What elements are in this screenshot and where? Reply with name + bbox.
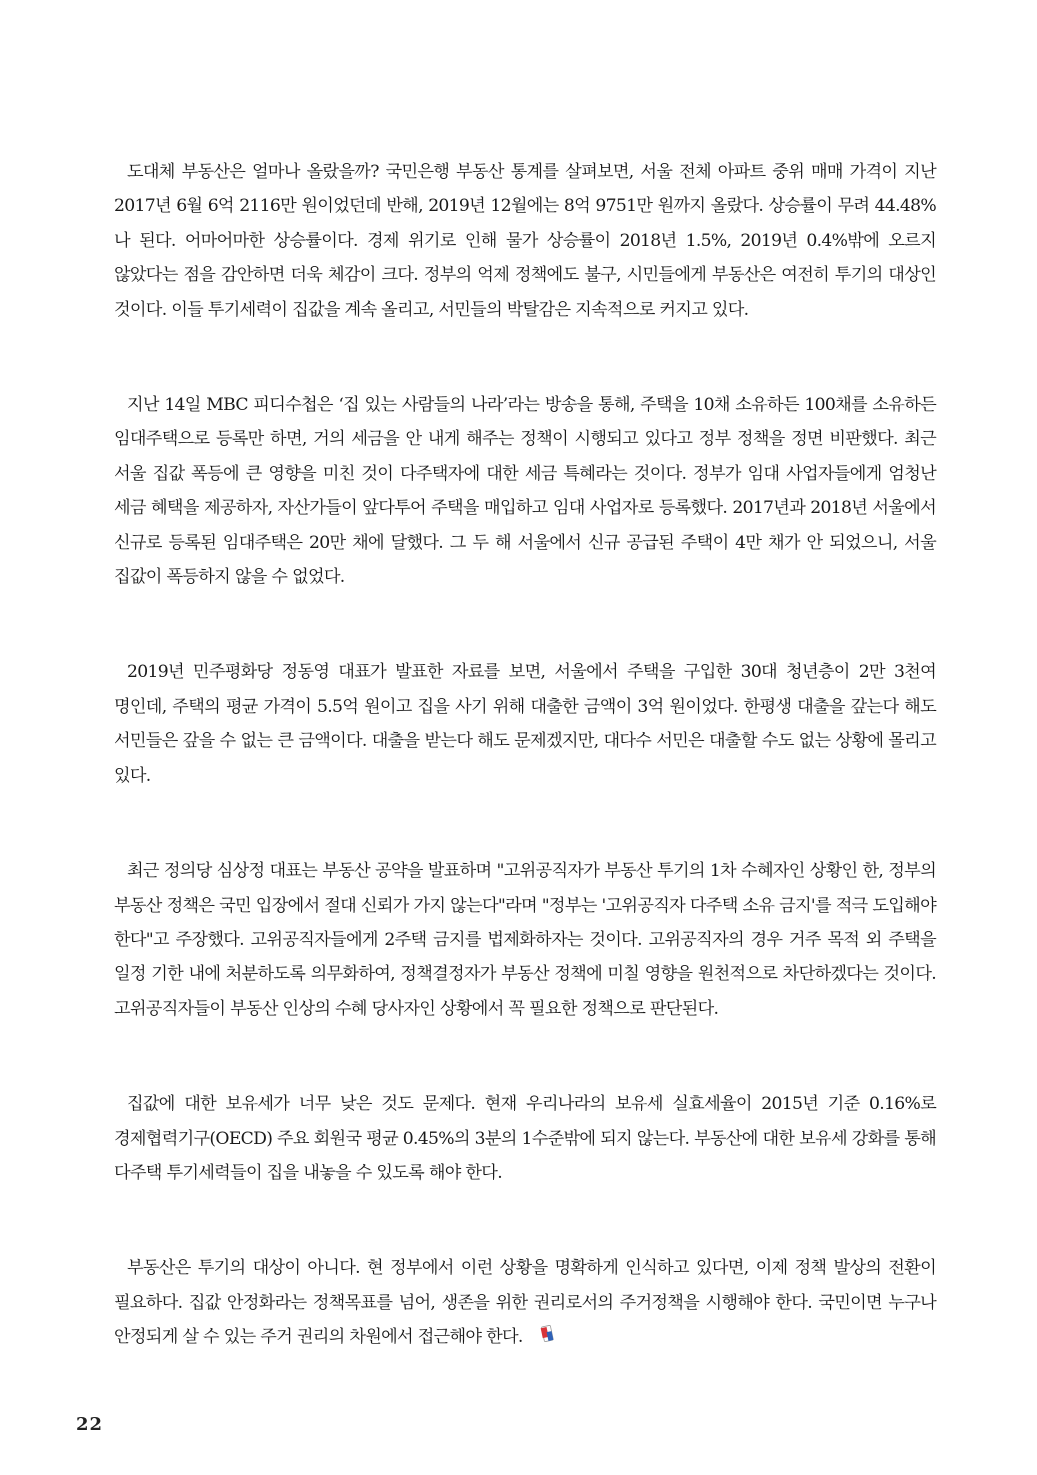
end-of-article-mark-icon xyxy=(527,1322,542,1341)
paragraph-6 xyxy=(114,1251,936,1354)
paragraph-2: 지난 14일 MBC 피디수첩은 ‘집 있는 사람들의 나라’라는 방송을 통해, 주택을 10채 소유하든 100채를 소유하든 임대주택으로 등록만 하면, 거의 세금을 안 내게 해주는 정책이 시행되고 있다고 정부 정책을 정면 비판했다. 최근 서울 집값 폭등에 큰 영향을 미친 것이 다주택자에 대한 세금 특혜라는 것이다. 정부가 임대 사업자들에게 엄청난 세금 혜택을 제공하자, 자산가들이 앞다투어 주택을 매입하고 임대 사업자로 등록했다. 2017년과 2018년 서울에서 신규로 등록된 임대주택은 20만 채에 달했다. 그 두 해 서울에서 신규 공급된 주택이 4만 채가 안 되었으니, 서울 집값이 폭등하지 않을 수 없었다. xyxy=(114,395,936,588)
paragraph-3: 2019년 민주평화당 정동영 대표가 발표한 자료를 보면, 서울에서 주택을 구입한 30대 청년층이 2만 3천여 명인데, 주택의 평균 가격이 5.5억 원이고 집을 사기 위해 대출한 금액이 3억 원이었다. 한평생 대출을 갚는다 해도 서민들은 갚을 수 없는 큰 금액이다. 대출을 받는다 해도 문제겠지만, 대다수 서민은 대출할 수도 없는 상황에 몰리고 있다. xyxy=(114,662,936,786)
paragraph-4: 최근 정의당 심상정 대표는 부동산 공약을 발표하며 "고위공직자가 부동산 투기의 1차 수혜자인 상황인 한, 정부의 부동산 정책은 국민 입장에서 절대 신뢰가 가지 않는다"라며 "정부는 '고위공직자 다주택 소유 금지'를 적극 도입해야 한다"고 주장했다. 고위공직자들에게 2주택 금지를 법제화하자는 것이다. 고위공직자의 경우 거주 목적 외 주택을 일정 기한 내에 처분하도록 의무화하여, 정책결정자가 부동산 정책에 미칠 영향을 원천적으로 차단하겠다는 것이다. 고위공직자들이 부동산 인상의 수혜 당사자인 상황에서 꼭 필요한 정책으로 판단된다. xyxy=(114,861,936,1019)
paragraph-5: 집값에 대한 보유세가 너무 낮은 것도 문제다. 현재 우리나라의 보유세 실효세율이 2015년 기준 0.16%로 경제협력기구(OECD) 주요 회원국 평균 0.45%의 3분의 1수준밖에 되지 않는다. 부동산에 대한 보유세 강화를 통해 다주택 투기세력들이 집을 내놓을 수 있도록 해야 한다. xyxy=(114,1094,936,1183)
paragraph-6-text: 부동산은 투기의 대상이 아니다. 현 정부에서 이런 상황을 명확하게 인식하고 있다면, 이제 정책 발상의 전환이 필요하다. 집값 안정화라는 정책목표를 넘어, 생존을 위한 권리로서의 주거정책을 시행해야 한다. 국민이면 누구나 안정되게 살 수 있는 주거 권리의 차원에서 접근해야 한다. xyxy=(114,1258,936,1348)
page-number: 22 xyxy=(76,1414,104,1435)
paragraph-1: 도대체 부동산은 얼마나 올랐을까? 국민은행 부동산 통계를 살펴보면, 서울 전체 아파트 중위 매매 가격이 지난 2017년 6월 6억 2116만 원이었던데 반해, 2019년 12월에는 8억 9751만 원까지 올랐다. 상승률이 무려 44.48%나 된다. 어마어마한 상승률이다. 경제 위기로 인해 물가 상승률이 2018년 1.5%, 2019년 0.4%밖에 오르지 않았다는 점을 감안하면 더욱 체감이 크다. 정부의 억제 정책에도 불구, 시민들에게 부동산은 여전히 투기의 대상인 것이다. 이들 투기세력이 집값을 계속 올리고, 서민들의 박탈감은 지속적으로 커지고 있다. xyxy=(114,162,936,320)
article-body xyxy=(114,155,936,1355)
